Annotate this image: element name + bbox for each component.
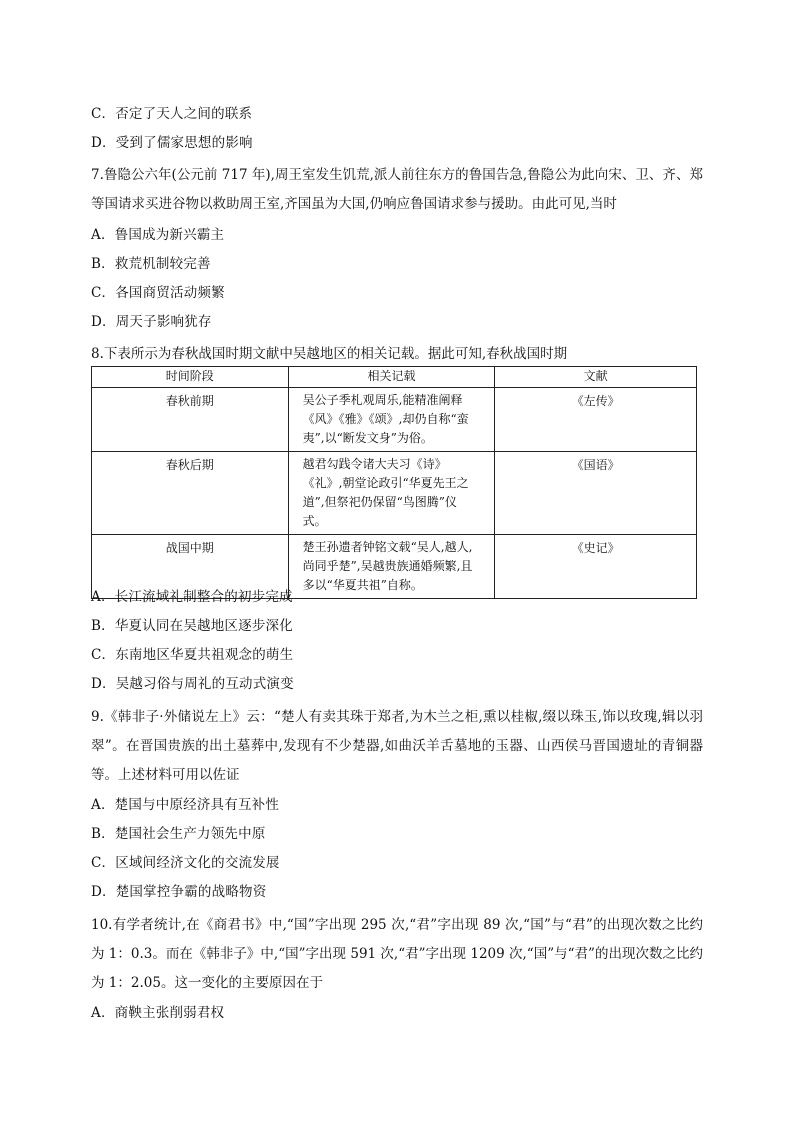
q9-option-a: A．楚国与中原经济具有互补性 <box>91 797 280 813</box>
q7-option-a: A．鲁国成为新兴霸主 <box>91 227 225 243</box>
cell-record: 越君勾践令诸大夫习《诗》《礼》,朝堂论政引“华夏先王之道”,但祭祀仍保留“鸟图腾”仪式。 <box>288 452 495 535</box>
q8-option-d: D．吴越习俗与周礼的互动式演变 <box>91 676 294 692</box>
q6-option-c: C．否定了天人之间的联系 <box>91 106 253 122</box>
cell-source: 《史记》 <box>495 535 697 599</box>
q7-option-c: C．各国商贸活动频繁 <box>91 285 225 301</box>
q9-option-c: C．区域间经济文化的交流发展 <box>91 855 280 871</box>
header-record: 相关记载 <box>288 367 495 388</box>
cell-source: 《左传》 <box>495 388 697 452</box>
q8-records-table <box>91 366 697 599</box>
q10-stem: 10.有学者统计,在《商君书》中,“国”字出现 295 次,“君”字出现 89 次,“国”与“君”的出现次数之比约为 1：0.3。而在《韩非子》中,“国”字出现 591 次,“君”字出现 1209 次,“国”与“君”的出现次数之比约为 1：2.05。这一变化的主要原因在于 <box>91 917 703 991</box>
cell-period: 战国中期 <box>92 535 289 599</box>
q6-option-d: D．受到了儒家思想的影响 <box>91 135 253 151</box>
q7-option-d: D．周天子影响犹存 <box>91 314 212 330</box>
q8-stem: 8.下表所示为春秋战国时期文献中吴越地区的相关记载。据此可知,春秋战国时期 <box>91 346 568 362</box>
table-header-row <box>92 367 697 388</box>
q8-option-b: B．华夏认同在吴越地区逐步深化 <box>91 618 293 634</box>
q9-option-b: B．楚国社会生产力领先中原 <box>91 826 266 842</box>
header-source: 文献 <box>495 367 697 388</box>
q7-stem: 7.鲁隐公六年(公元前 717 年),周王室发生饥荒,派人前往东方的鲁国告急,鲁隐公为此向宋、卫、齐、郑等国请求买进谷物以救助周王室,齐国虽为大国,仍响应鲁国请求参与援助。由此可见,当时 <box>91 167 703 212</box>
q10-option-a: A．商鞅主张削弱君权 <box>91 1005 225 1021</box>
q8-option-c: C．东南地区华夏共祖观念的萌生 <box>91 647 294 663</box>
cell-period: 春秋后期 <box>92 452 289 535</box>
header-period: 时间阶段 <box>92 367 289 388</box>
q7-option-b: B．救荒机制较完善 <box>91 256 211 272</box>
cell-source: 《国语》 <box>495 452 697 535</box>
q9-stem: 9.《韩非子·外储说左上》云：“楚人有卖其珠于郑者,为木兰之柜,熏以桂椒,缀以珠玉,饰以玫瑰,辑以羽翠”。在晋国贵族的出土墓葬中,发现有不少楚器,如曲沃羊舌墓地的玉器、山西侯马晋国遗址的青铜器等。上述材料可用以佐证 <box>91 709 703 783</box>
table-row <box>92 388 697 452</box>
cell-period: 春秋前期 <box>92 388 289 452</box>
q8-option-a: A．长江流域礼制整合的初步完成 <box>91 589 293 605</box>
q9-option-d: D．楚国掌控争霸的战略物资 <box>91 884 267 900</box>
table-row <box>92 452 697 535</box>
cell-record: 楚王孙遗者钟铭文载“吴人,越人,尚同乎楚”,吴越贵族通婚频繁,且多以“华夏共祖”自称。 <box>288 535 495 599</box>
cell-record: 吴公子季札观周乐,能精准阐释《风》《雅》《颂》,却仍自称“蛮夷”,以“断发文身”为俗。 <box>288 388 495 452</box>
